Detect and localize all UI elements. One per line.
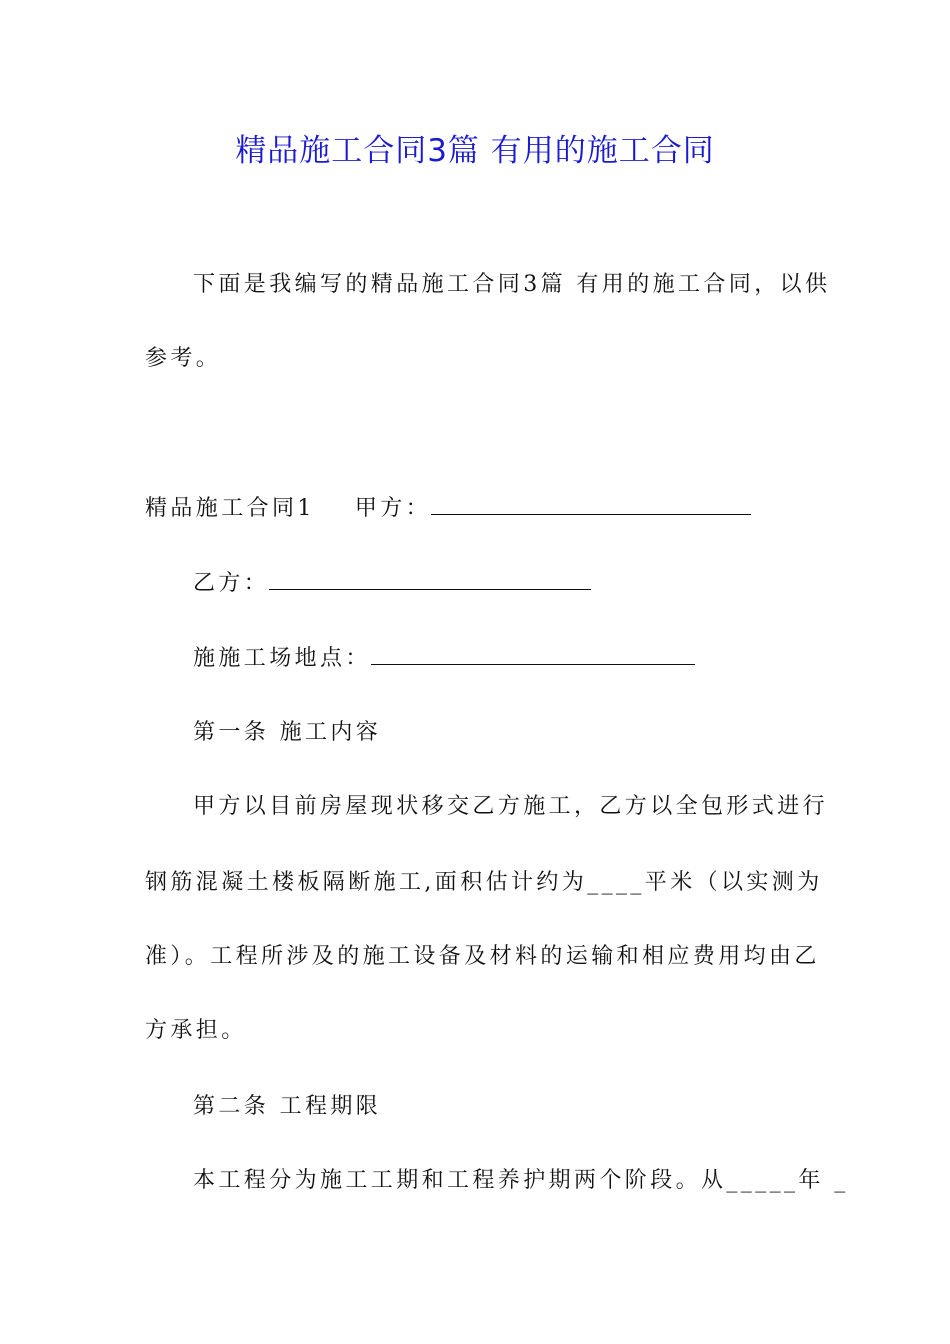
party-b-row <box>193 567 591 601</box>
article-2-line-1: 本工程分为施工工期和工程养护期两个阶段。从_____年 _ <box>193 1168 849 1193</box>
contract-heading-row <box>145 492 751 526</box>
contract-heading: 精品施工合同1 <box>145 496 315 521</box>
party-a-label: 甲方： <box>354 496 432 521</box>
article-1-title: 第一条 施工内容 <box>193 720 382 745</box>
document-title: 精品施工合同3篇 有用的施工合同 <box>235 133 715 169</box>
party-a-blank <box>431 492 751 515</box>
intro-line-2: 参考。 <box>145 346 222 371</box>
article-1-line-1: 甲方以目前房屋现状移交乙方施工，乙方以全包形式进行 <box>193 794 829 819</box>
article-1-line-4: 方承担。 <box>145 1018 247 1043</box>
party-b-label: 乙方： <box>193 571 270 596</box>
intro-line-1: 下面是我编写的精品施工合同3篇 有用的施工合同，以供 <box>193 272 831 297</box>
article-1-line-2: 钢筋混凝土楼板隔断施工,面积估计约为____平米（以实测为 <box>145 870 823 895</box>
party-b-blank <box>269 567 591 590</box>
site-row <box>193 642 695 676</box>
site-label: 施施工场地点： <box>193 646 371 671</box>
site-blank <box>371 642 695 665</box>
article-1-line-3: 准）。工程所涉及的施工设备及材料的运输和相应费用均由乙 <box>145 944 820 969</box>
article-2-title: 第二条 工程期限 <box>193 1094 382 1119</box>
